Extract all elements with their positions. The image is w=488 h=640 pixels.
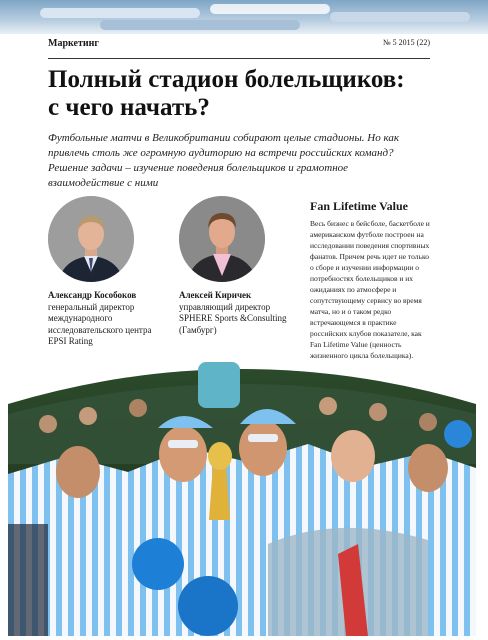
article-title [48, 66, 448, 122]
sidebar-title: Fan Lifetime Value [310, 199, 408, 213]
title-line-2: с чего начать? [48, 94, 210, 121]
header-divider [48, 58, 430, 59]
author-1-name: Александр Кособоков [48, 290, 137, 300]
sidebar-body: Весь бизнес в бейсболе, баскетболе и американском футболе построен на исследовании поведения спортивных фанатов. Причем речь идет не только о сборе и изучении информации о потребностях болельщиков и их ожиданиях по атмосфере и сопутствующему сервису во время матча, но и о таком редко встречающемся в практике российских клубов показателе, как Fan Lifetime Value (ценность жизненного цикла болельщика). [310, 219, 430, 360]
author-1-caption [48, 290, 168, 348]
author-2-name: Алексей Киричек [179, 290, 252, 300]
author-2-role: управляющий директор SPHERE Sports &Consulting (Гамбург) [179, 301, 287, 335]
author-1-photo [48, 196, 134, 282]
top-banner-decoration [0, 0, 488, 34]
page-header [48, 36, 430, 56]
author-1-role: генеральный директор международного исследовательского центра EPSI Rating [48, 301, 152, 346]
title-line-1: Полный стадион болельщиков: [48, 66, 405, 93]
fans-photo [8, 344, 476, 636]
author-2-caption [179, 290, 295, 336]
author-2-photo [179, 196, 265, 282]
issue-number: № 5 2015 (22) [383, 38, 430, 47]
article-lead: Футбольные матчи в Великобритании собирают целые стадионы. Но как привлечь столь же огромную аудиторию на встречи российских команд? Решение задачи – изучение поведения болельщиков и грамотное взаимодействие с ними [48, 132, 399, 189]
section-label: Маркетинг [48, 38, 99, 49]
